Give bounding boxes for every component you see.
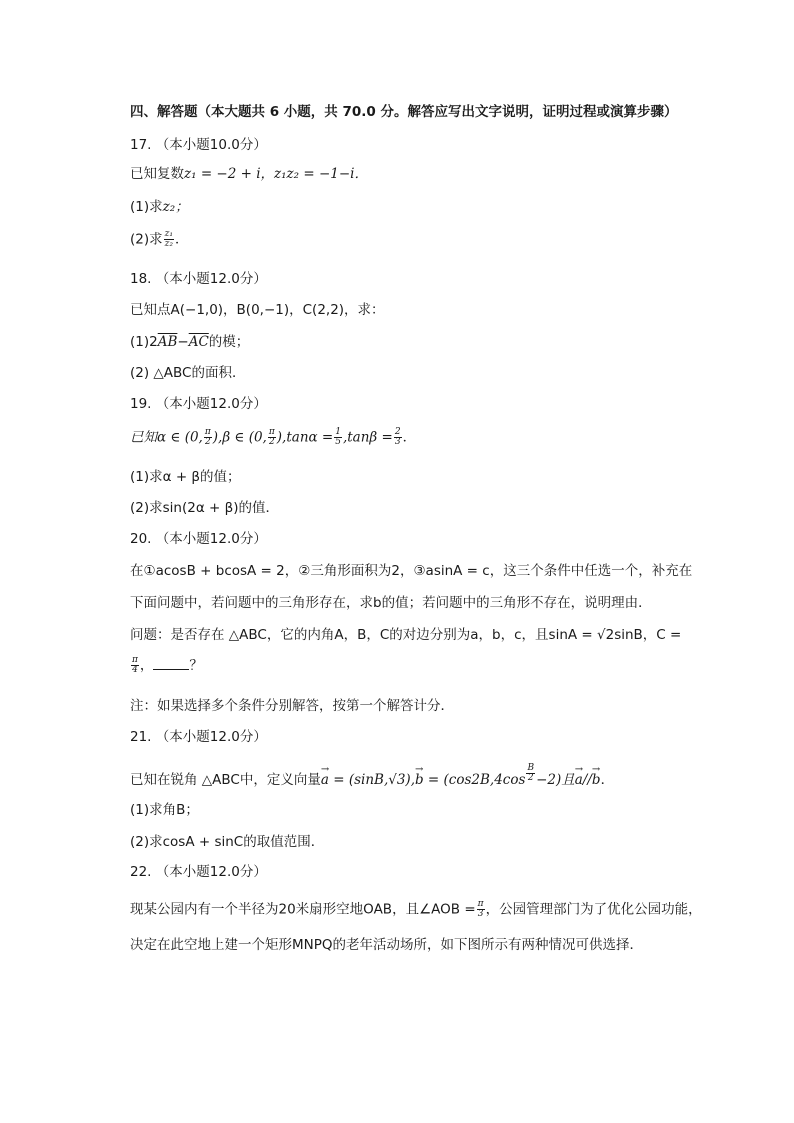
section-title: 四、解答题（本大题共 6 小题，共 70.0 分。解答应写出文字说明，证明过程或演算步骤）	[130, 104, 678, 120]
fraction: $\frac{\pi}{3}$	[477, 899, 484, 919]
problem-20-note: 注：如果选择多个条件分别解答，按第一个解答计分．	[130, 698, 454, 714]
problem-21-part2: (2)求cosA + sinC的取值范围．	[130, 834, 325, 850]
vector-a: → a	[321, 771, 329, 789]
problem-19-stem: 已知α ∈ (0, $\frac{\pi}{2}$ ),β ∈ (0, $\frac{\pi}{2}$ ),tanα = $\frac{1}{5}$ ,tanβ = $\frac{2}{3}$ ．	[130, 427, 417, 447]
problem-points: （本小题10.0分）	[155, 137, 267, 153]
answer-blank	[153, 657, 189, 670]
problem-20-line2: 下面问题中，若问题中的三角形存在，求b的值；若问题中的三角形不存在，说明理由．	[130, 595, 652, 611]
problem-19-header	[130, 395, 267, 413]
problem-21-header	[130, 728, 267, 746]
problem-points: （本小题12.0分）	[155, 729, 267, 745]
problem-number: 22.	[130, 864, 152, 880]
fraction: $\frac{\pi}{4}$	[132, 655, 138, 675]
vector-b: → b	[592, 771, 601, 789]
fraction: $\frac{2}{3}$	[394, 427, 401, 447]
problem-20-line3: 问题：是否存在 △ABC，它的内角A，B，C的对边分别为a，b，c，且sinA = √2sinB，C =	[130, 627, 682, 643]
problem-points: （本小题12.0分）	[155, 396, 267, 412]
problem-17-part2: (2)求 $\frac{\text{z₁}}{\text{z₂}}$ ．	[130, 229, 189, 249]
problem-number: 18.	[130, 271, 152, 287]
problem-18-part2: (2) △ABC的面积．	[130, 365, 246, 381]
problem-20-line1: 在①acosB + bcosA = 2，②三角形面积为2，③asinA = c，这三个条件中任选一个，补充在	[130, 563, 693, 579]
problem-18-stem: 已知点A(−1,0)，B(0,−1)，C(2,2)，求：	[130, 302, 385, 318]
problem-17-header	[130, 136, 267, 154]
fraction: $\frac{\pi}{2}$	[204, 427, 211, 447]
problem-21-stem: 已知在锐角 △ABC中，定义向量→ a = (sinB,√3),→ b = (cos2B,4cos $\frac{B}{2}$ −2)且→ a//→ b．	[130, 764, 614, 789]
vector-ab: $\overline{AB}$	[157, 334, 178, 350]
problem-17-part1: (1)求z₂；	[130, 199, 189, 215]
fraction: $\frac{\text{z₁}}{\text{z₂}}$	[164, 229, 173, 249]
fraction: $\frac{\pi}{2}$	[268, 427, 275, 447]
problem-19-part1: (1)求α + β的值；	[130, 469, 241, 485]
problem-20-header	[130, 530, 267, 548]
problem-number: 17.	[130, 137, 152, 153]
problem-21-part1: (1)求角B；	[130, 802, 199, 818]
vector-b: → b	[415, 771, 424, 789]
fraction: $\frac{B}{2}$	[527, 763, 535, 783]
problem-number: 19.	[130, 396, 152, 412]
problem-points: （本小题12.0分）	[155, 531, 267, 547]
problem-number: 20.	[130, 531, 152, 547]
problem-18-header	[130, 270, 267, 288]
problem-number: 21.	[130, 729, 152, 745]
problem-22-line2: 决定在此空地上建一个矩形MNPQ的老年活动场所，如下图所示有两种情况可供选择．	[130, 937, 644, 953]
fraction: $\frac{1}{5}$	[335, 427, 341, 447]
vector-ac: $\overline{AC}$	[188, 334, 209, 350]
vector-a: → a	[575, 771, 583, 789]
problem-22-header	[130, 863, 267, 881]
problem-points: （本小题12.0分）	[155, 864, 267, 880]
problem-20-line4: $\frac{\pi}{4}$ ， ？	[132, 655, 203, 675]
problem-18-part1: $(1)2\overline{AB}-\overline{AC}$的模；	[130, 334, 250, 350]
problem-points: （本小题12.0分）	[155, 271, 267, 287]
problem-19-part2: (2)求sin(2α + β)的值．	[130, 500, 279, 516]
problem-22-line1: 现某公园内有一个半径为20米扇形空地OAB，且∠AOB = $\frac{\pi}{3}$ ，公园管理部门为了优化公园功能，	[130, 899, 702, 919]
problem-17-stem: 已知复数z₁ = −2 + i，z₁z₂ = −1−i．	[130, 166, 369, 182]
